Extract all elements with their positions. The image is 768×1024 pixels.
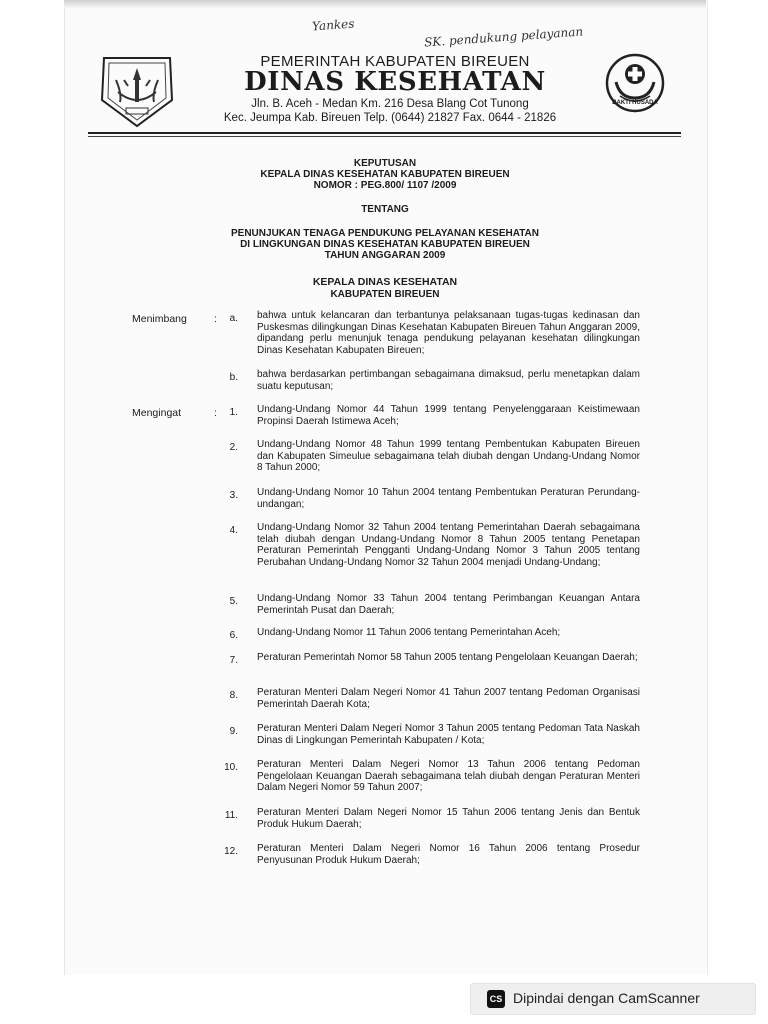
mengingat-marker-5: 5. (229, 596, 238, 607)
agency-title: DINAS KESEHATAN (244, 67, 546, 97)
logo-right-caption: BAKTI HUSADA (612, 100, 658, 106)
mengingat-item-2: Undang-Undang Nomor 48 Tahun 1999 tentang Pembentukan Kabupaten Bireuen dan Kabupaten Simeulue sebagaimana telah diubah dengan Undang-Undang Nomor 8 Tahun 2000; (257, 439, 640, 473)
address-line-2: Kec. Jeumpa Kab. Bireuen Telp. (0644) 21827 Fax. 0644 - 21826 (223, 112, 557, 124)
handwritten-note-1: Yankes (311, 16, 355, 34)
decree-subject-3: TAHUN ANGGARAN 2009 (324, 250, 446, 261)
mengingat-marker-8: 8. (229, 690, 238, 701)
decree-signer-region: KABUPATEN BIREUEN (330, 289, 440, 300)
menimbang-item-a: bahwa untuk kelancaran dan terbantunya pelaksanaan tugas-tugas kedinasan dan Puskesmas dilingkungan Dinas Kesehatan Kabupaten Bireuen Tahun Anggaran 2009, dipandang perlu menunjuk tenaga pendukung pelayanan kesehatan dilingkungan Dinas Kesehatan Kabupaten Bireuen; (257, 310, 640, 356)
menimbang-label: Menimbang (132, 313, 187, 325)
mengingat-marker-6: 6. (229, 630, 238, 641)
mengingat-marker-11: 11. (224, 810, 238, 821)
address-line-1: Jln. B. Aceh - Medan Km. 216 Desa Blang Cot Tunong (251, 98, 529, 110)
mengingat-marker-4: 4. (229, 525, 238, 536)
mengingat-item-9: Peraturan Menteri Dalam Negeri Nomor 3 Tahun 2005 tentang Pedoman Tata Naskah Dinas di Lingkungan Pemerintah Kabupaten / Kota; (257, 723, 640, 746)
menimbang-item-b: bahwa berdasarkan pertimbangan sebagaimana dimaksud, perlu menetapkan dalam suatu keputusan; (257, 369, 640, 392)
decree-issuer: KEPALA DINAS KESEHATAN KABUPATEN BIREUEN (260, 169, 510, 180)
mengingat-item-1: Undang-Undang Nomor 44 Tahun 1999 tentang Penyelenggaraan Keistimewaan Propinsi Daerah Istimewa Aceh; (257, 404, 640, 427)
mengingat-item-5: Undang-Undang Nomor 33 Tahun 2004 tentang Perimbangan Keuangan Antara Pemerintah Pusat dan Daerah; (257, 593, 640, 616)
decree-signer-title: KEPALA DINAS KESEHATAN (312, 276, 458, 288)
mengingat-label: Mengingat (132, 407, 182, 419)
scan-edge (64, 0, 706, 8)
mengingat-item-3: Undang-Undang Nomor 10 Tahun 2004 tentang Pembentukan Peraturan Perundang-undangan; (257, 487, 640, 510)
mengingat-item-4: Undang-Undang Nomor 32 Tahun 2004 tentang Pemerintahan Daerah sebagaimana telah diubah dengan Undang-Undang Nomor 8 Tahun 2005 tentang Penetapan Peraturan Pemerintah Pengganti Undang-Undang Nomor 3 Tahun 2005 tentang Perubahan Undang-Undang Nomor 32 Tahun 2004 menjadi Undang-Undang; (257, 522, 640, 568)
mengingat-item-8: Peraturan Menteri Dalam Negeri Nomor 41 Tahun 2007 tentang Pedoman Organisasi Pemerintah Daerah Kota; (257, 687, 640, 710)
mengingat-marker-2: 2. (229, 442, 238, 453)
decree-heading: KEPUTUSAN (353, 158, 417, 169)
mengingat-item-11: Peraturan Menteri Dalam Negeri Nomor 15 Tahun 2006 tentang Jenis dan Bentuk Produk Hukum Daerah; (257, 807, 640, 830)
mengingat-item-7: Peraturan Pemerintah Nomor 58 Tahun 2005 tentang Pengelolaan Keuangan Daerah; (257, 652, 638, 663)
mengingat-marker-12: 12. (224, 846, 238, 857)
mengingat-item-10: Peraturan Menteri Dalam Negeri Nomor 13 Tahun 2006 tentang Pedoman Pengelolaan Keuangan Daerah sebagaimana telah diubah dengan Peraturan Menteri Dalam Negeri Nomor 59 Tahun 2007; (257, 759, 640, 793)
government-name: PEMERINTAH KABUPATEN BIREUEN (260, 53, 530, 70)
decree-subject-2: DI LINGKUNGAN DINAS KESEHATAN KABUPATEN BIREUEN (240, 239, 530, 250)
mengingat-item-12: Peraturan Menteri Dalam Negeri Nomor 16 Tahun 2006 tentang Prosedur Penyusunan Produk Hukum Daerah; (257, 843, 640, 866)
mengingat-colon: : (214, 407, 217, 419)
regency-emblem-icon (98, 50, 176, 130)
mengingat-marker-3: 3. (229, 490, 238, 501)
mengingat-marker-10: 10. (224, 762, 238, 773)
mengingat-marker-1: 1. (229, 407, 238, 418)
menimbang-marker-b: b. (229, 372, 238, 383)
decree-subject-1: PENUNJUKAN TENAGA PENDUKUNG PELAYANAN KESEHATAN (231, 228, 539, 239)
mengingat-item-6: Undang-Undang Nomor 11 Tahun 2006 tentang Pemerintahan Aceh; (257, 627, 561, 638)
camscanner-logo-icon: CS (487, 990, 505, 1008)
mengingat-marker-7: 7. (229, 655, 238, 666)
handwritten-note-2: SK. pendukung pelayanan (423, 24, 584, 50)
mengingat-marker-9: 9. (229, 726, 238, 737)
decree-about: TENTANG (361, 204, 409, 215)
decree-number: NOMOR : PEG.800/ 1107 /2009 (313, 180, 457, 191)
menimbang-marker-a: a. (229, 313, 238, 324)
camscanner-watermark (470, 983, 756, 1015)
menimbang-colon: : (214, 313, 217, 325)
letterhead-rule-thick (88, 132, 681, 134)
camscanner-text: Dipindai dengan CamScanner (513, 990, 700, 1006)
letterhead-rule-thin (88, 136, 681, 137)
